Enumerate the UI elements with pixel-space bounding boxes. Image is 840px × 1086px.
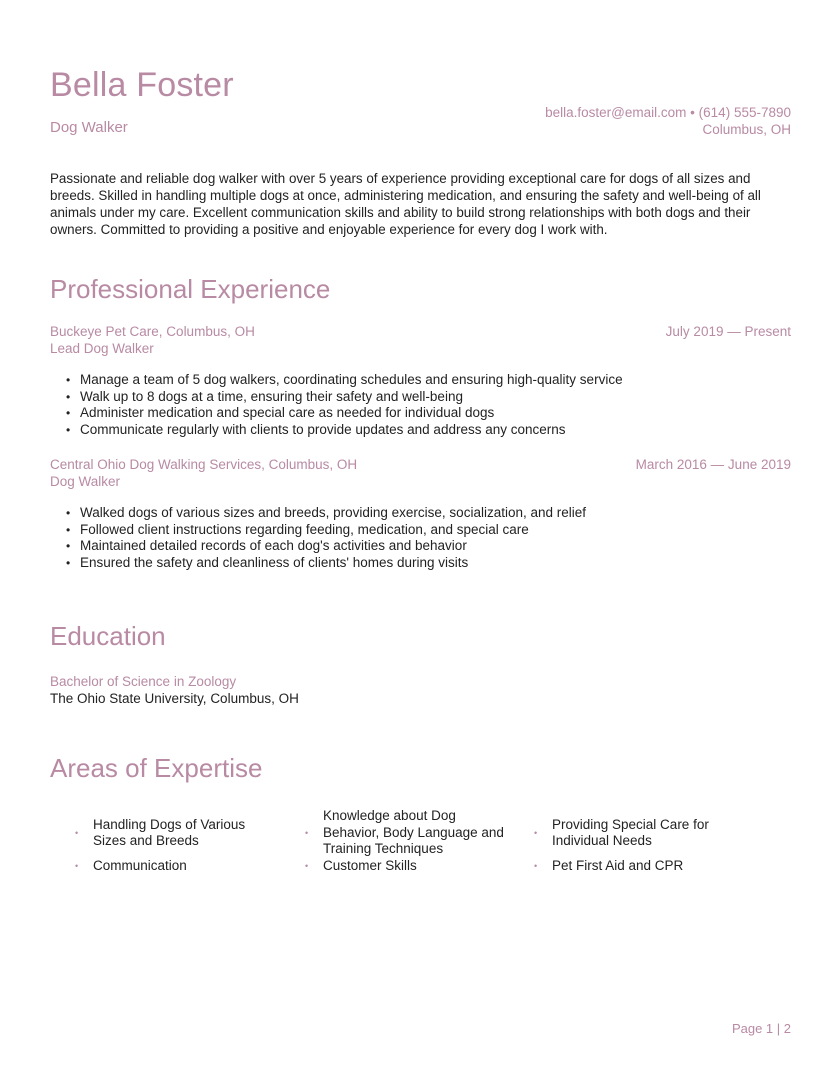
professional-summary: Passionate and reliable dog walker with over 5 years of experience providing exceptional care for dogs of all sizes and breeds. Skilled in handling multiple dogs at once, administering medication, and ensuring the safety and well-being of all animals under my care. Excellent communication skills and ability to build strong relationships with both dogs and their owners. Committed to providing a positive and enjoyable experience for every dog I work with.: [50, 171, 761, 237]
school: The Ohio State University, Columbus, OH: [50, 691, 299, 706]
job-dates: July 2019 — Present: [665, 324, 791, 339]
list-item: • Ensured the safety and cleanliness of clients' homes during visits: [80, 555, 791, 572]
job-company: Central Ohio Dog Walking Services, Columbus, OH: [50, 457, 358, 472]
experience-heading: Professional Experience: [50, 274, 331, 304]
list-item: • Administer medication and special care as needed for individual dogs: [80, 405, 791, 422]
list-item: • Manage a team of 5 dog walkers, coordinating schedules and ensuring high-quality service: [80, 372, 791, 389]
job-entry: [50, 324, 791, 438]
job-role: Lead Dog Walker: [50, 341, 154, 356]
skill-label: Pet First Aid and CPR: [552, 857, 684, 873]
expertise-heading: Areas of Expertise: [50, 753, 263, 783]
education-entry: [50, 673, 299, 707]
skill-item: [534, 808, 734, 858]
skill-label: Providing Special Care for Individual Needs: [552, 816, 709, 848]
skill-item: [305, 808, 505, 858]
skill-label: Handling Dogs of Various Sizes and Breeds: [93, 816, 246, 848]
list-item: • Walked dogs of various sizes and breeds, providing exercise, socialization, and relief: [80, 505, 791, 522]
contact-separator: •: [690, 105, 695, 120]
page-number: Page 1 | 2: [731, 1021, 791, 1036]
bullet-icon: •: [305, 860, 309, 871]
skill-item: [75, 857, 275, 875]
job-header: [50, 324, 791, 341]
job-company: Buckeye Pet Care, Columbus, OH: [50, 324, 255, 339]
candidate-name: Bella Foster: [50, 66, 234, 104]
bullet-icon: •: [534, 827, 538, 838]
bullet-icon: •: [305, 827, 309, 838]
education-heading: Education: [50, 621, 166, 651]
bullet-icon: •: [534, 860, 538, 871]
skill-item: [305, 857, 505, 875]
phone-number[interactable]: (614) 555-7890: [698, 105, 791, 120]
list-item: • Walk up to 8 dogs at a time, ensuring their safety and well-being: [80, 389, 791, 406]
job-bullets: [50, 505, 791, 571]
list-item: • Communicate regularly with clients to provide updates and address any concerns: [80, 422, 791, 439]
job-dates: March 2016 — June 2019: [635, 457, 791, 472]
email-link[interactable]: bella.foster@email.com: [545, 105, 687, 120]
skill-label: Customer Skills: [323, 857, 417, 873]
resume-page: [50, 0, 791, 1086]
job-role: Dog Walker: [50, 474, 121, 489]
bullet-icon: •: [75, 827, 79, 838]
job-title: Dog Walker: [50, 119, 128, 136]
degree: Bachelor of Science in Zoology: [50, 674, 237, 689]
skill-label: Communication: [93, 857, 187, 873]
job-entry: [50, 457, 791, 571]
job-header: [50, 457, 791, 474]
skill-label: Knowledge about Dog Behavior, Body Language and Training Techniques: [323, 808, 504, 857]
skill-item: [75, 808, 275, 858]
bullet-icon: •: [75, 860, 79, 871]
contact-line-1: [545, 104, 791, 121]
job-bullets: [50, 372, 791, 438]
contact-info: [545, 104, 791, 138]
location: Columbus, OH: [702, 122, 791, 137]
skill-item: [534, 857, 734, 875]
list-item: • Followed client instructions regarding feeding, medication, and special care: [80, 522, 791, 539]
list-item: • Maintained detailed records of each dog's activities and behavior: [80, 538, 791, 555]
